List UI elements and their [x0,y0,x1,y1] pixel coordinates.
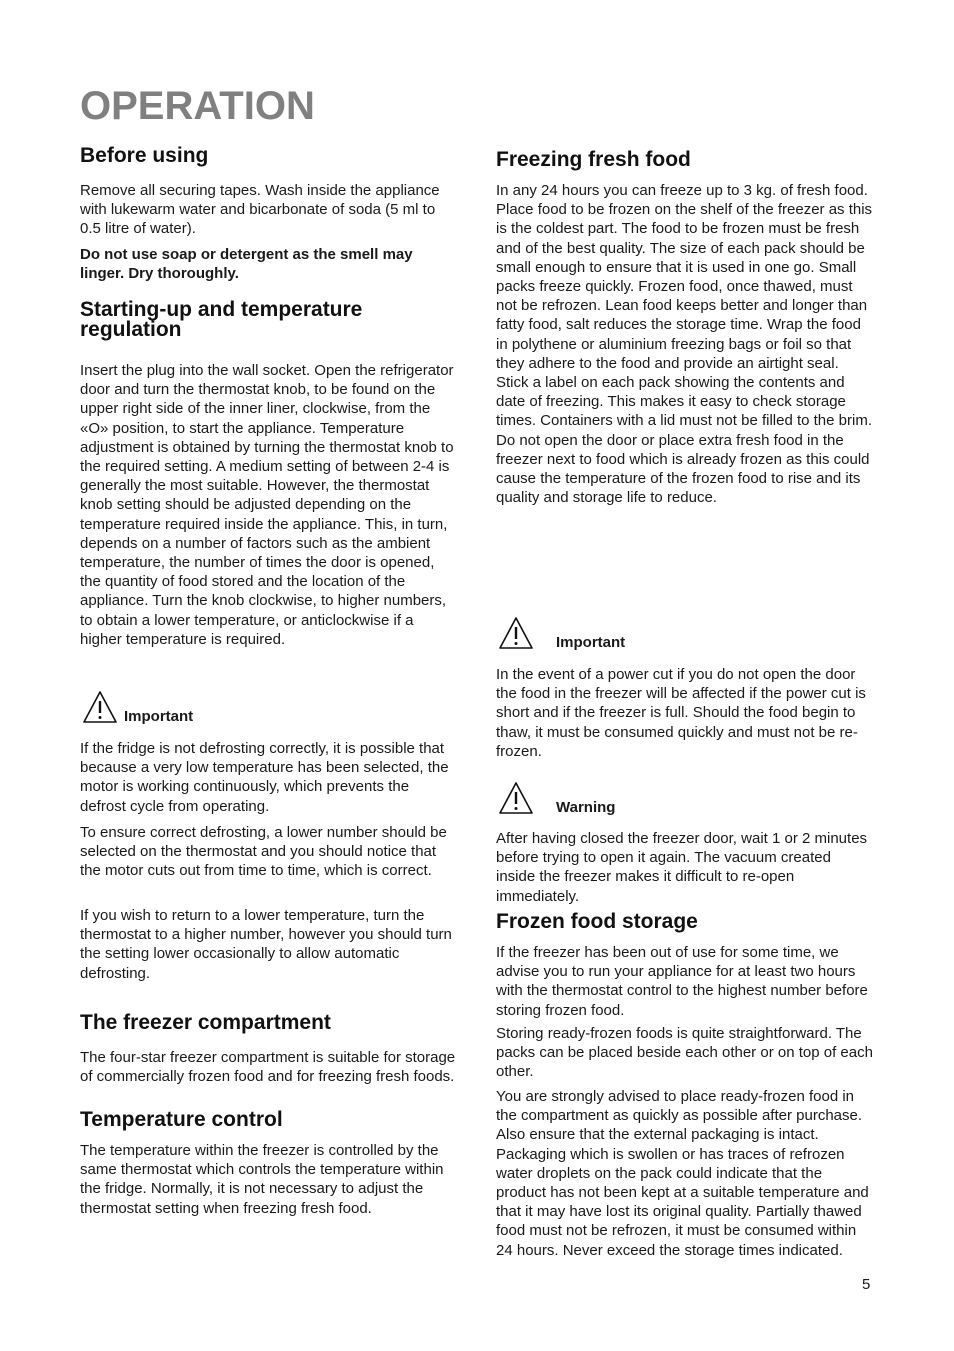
important-left-text-2: To ensure correct defrosting, a lower number should be selected on the thermostat and you should notice that the motor cuts out from time to time, which is correct. [80,824,447,880]
page-title: OPERATION [80,84,315,128]
before-using-warning-text: Do not use soap or detergent as the smell may linger. Dry thoroughly. [80,246,413,283]
heading-before-using: Before using [80,144,209,167]
important-left-text-3: If you wish to return to a lower temperature, turn the thermostat to a higher number, however you should turn the setting lower occasionally to allow automatic defrosting. [80,907,452,982]
important-notice-right [498,616,625,650]
temperature-control-text: The temperature within the freezer is controlled by the same thermostat which controls the temperature within the fridge. Normally, it is not necessary to adjust the thermostat setting when freezing fresh food. [80,1142,444,1217]
warning-notice [498,781,615,815]
heading-starting-up [80,300,458,340]
frozen-storage-text-2: Storing ready-frozen foods is quite straightforward. The packs can be placed beside each other or on top of each other. [496,1025,873,1081]
important-left-text-1: If the fridge is not defrosting correctly, it is possible that because a very low temperature has been selected, the motor is working continuously, which prevents the defrost cycle from operating. [80,740,449,815]
frozen-storage-text-1: If the freezer has been out of use for some time, we advise you to run your appliance for at least two hours with the thermostat control to the highest number before storing frozen food. [496,944,868,1019]
before-using-text: Remove all securing tapes. Wash inside the appliance with lukewarm water and bicarbonate of soda (5 ml to 0.5 litre of water). [80,182,440,238]
important-label: Important [556,634,626,651]
freezer-compartment-text: The four-star freezer compartment is suitable for storage of commercially frozen food and for freezing fresh foods. [80,1049,456,1086]
starting-up-text: Insert the plug into the wall socket. Open the refrigerator door and turn the thermostat knob, to be found on the upper right side of the inner liner, clockwise, from the «O» position, to start the appliance. Temperature adjustment is obtained by turning the thermostat knob to the required setting. A medium setting of between 2-4 is generally the most suitable. However, the thermostat knob setting should be adjusted depending on the temperature required inside the appliance. This, in turn, depends on a number of factors such as the ambient temperature, the number of times the door is opened, the quantity of food stored and the location of the appliance. Turn the knob clockwise, to higher numbers, to obtain a lower temperature, or anticlockwise if a higher temperature is required. [80,362,454,648]
important-notice-left [82,690,193,724]
heading-freezer-compartment: The freezer compartment [80,1011,331,1034]
warning-triangle-icon [82,690,118,724]
warning-label: Warning [556,799,616,816]
warning-triangle-icon [498,616,534,650]
page-number: 5 [862,1276,871,1293]
heading-frozen-food-storage: Frozen food storage [496,910,698,933]
important-label: Important [124,708,194,725]
heading-temperature-control: Temperature control [80,1108,283,1131]
heading-starting-up-line2: regulation [80,318,182,341]
heading-starting-up-line1: Starting-up and temperature [80,298,363,321]
important-right-text: In the event of a power cut if you do not open the door the food in the freezer will be affected if the power cut is short and if the freezer is full. Should the food begin to thaw, it must be consumed quickly and must not be re-frozen. [496,666,866,760]
freezing-fresh-food-text: In any 24 hours you can freeze up to 3 kg. of fresh food. Place food to be frozen on the shelf of the freezer as this is the coldest part. The food to be frozen must be fresh and of the best quality. The size of each pack should be small enough to ensure that it is used in one go. Small packs freeze quickly. Frozen food, once thawed, must not be refrozen. Lean food keeps better and longer than fatty food, salt reduces the storage time. Wrap the food in polythene or aluminium freezing bags or foil so that they adhere to the food and provide an airtight seal. Stick a label on each pack showing the contents and date of freezing. This makes it easy to check storage times. Containers with a lid must not be filled to the brim. Do not open the door or place extra fresh food in the freezer next to food which is already frozen as this could cause the temperature of the frozen food to rise and its quality and storage life to reduce. [496,182,873,507]
frozen-storage-text-3: You are strongly advised to place ready-frozen food in the compartment as quickly as possible after purchase. Also ensure that the external packaging is intact. Packaging which is swollen or has traces of refrozen water droplets on the pack could indicate that the product has not been kept at a suitable temperature and that it may have lost its original quality. Partially thawed food must not be refrozen, it must be consumed within 24 hours. Never exceed the storage times indicated. [496,1088,869,1259]
heading-freezing-fresh-food: Freezing fresh food [496,148,691,171]
warning-triangle-icon [498,781,534,815]
warning-text: After having closed the freezer door, wait 1 or 2 minutes before trying to open it again. The vacuum created inside the freezer makes it difficult to re-open immediately. [496,830,868,905]
